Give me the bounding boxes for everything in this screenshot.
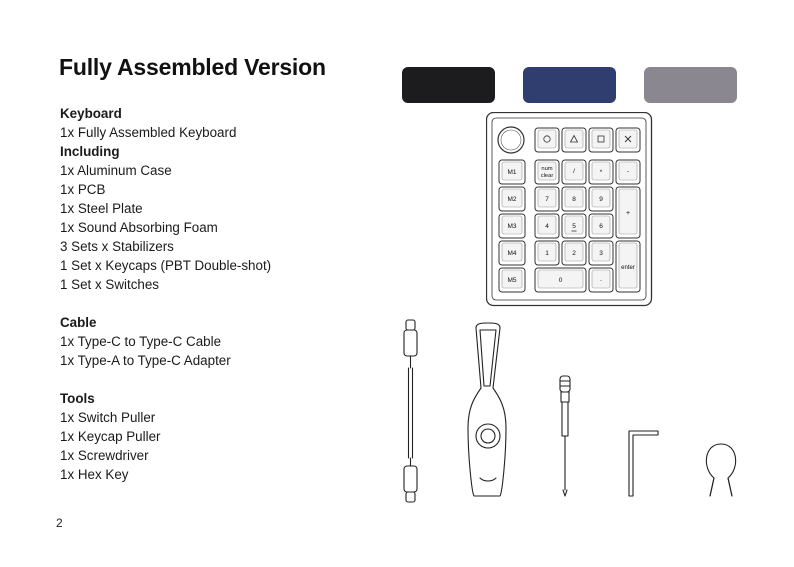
key-numlock [535,160,559,184]
key-label: 0 [558,277,563,284]
list-item: 1x Fully Assembled Keyboard [60,125,237,140]
switch-puller-icon [468,323,506,496]
key-label: 6 [599,223,603,230]
key-label: 5 [572,223,576,230]
key-9 [589,187,613,211]
key-2 [562,241,586,265]
key-m2 [499,187,525,211]
key-7 [535,187,559,211]
key-8 [562,187,586,211]
key-label: enter [621,265,635,271]
key-4 [535,214,559,238]
including-heading: Including [60,144,120,159]
key-minus [616,160,640,184]
accessories-illustration [396,318,756,504]
list-item: 1x Sound Absorbing Foam [60,220,218,235]
key-label: 7 [545,196,549,203]
key-label: num [541,166,553,172]
key-enter [616,241,640,292]
key-label: * [599,169,603,176]
knob [498,127,524,153]
key-circle [535,128,559,152]
key-3 [589,241,613,265]
package-contents-list [60,104,360,484]
key-label: M2 [507,196,517,203]
key-6 [589,214,613,238]
key-asterisk [589,160,613,184]
color-swatch-black [402,67,495,103]
list-item: 1x PCB [60,182,106,197]
key-label: M4 [507,250,517,257]
key-label: 4 [545,223,549,230]
list-item: 1 Set x Switches [60,277,159,292]
key-slash [562,160,586,184]
key-0 [535,268,586,292]
key-label: M1 [507,169,517,176]
key-label: 9 [599,196,603,203]
color-swatch-navy [523,67,616,103]
key-label: 2 [572,250,576,257]
key-dot [589,268,613,292]
key-label: M3 [507,223,517,230]
key-label: + [625,210,631,217]
hex-key-icon [629,431,658,496]
page-title: Fully Assembled Version [59,54,326,80]
key-label: 8 [572,196,576,203]
key-label: - [626,168,630,175]
key-label: 3 [599,250,603,257]
list-item: 1x Steel Plate [60,201,143,216]
key-label: . [600,276,602,283]
list-item: 1x Keycap Puller [60,429,161,444]
list-item: 1x Switch Puller [60,410,156,425]
cable-heading: Cable [60,315,97,330]
key-1 [535,241,559,265]
key-label: clear [540,173,554,179]
tools-heading: Tools [60,391,95,406]
list-item: 1x Screwdriver [60,448,149,463]
list-item: 3 Sets x Stabilizers [60,239,174,254]
list-item: 1x Aluminum Case [60,163,172,178]
key-triangle [562,128,586,152]
key-plus [616,187,640,238]
list-item: 1 Set x Keycaps (PBT Double-shot) [60,258,272,273]
key-label: M5 [507,277,517,284]
key-square [589,128,613,152]
key-label: / [573,168,575,175]
key-label: 1 [545,250,549,257]
key-m4 [499,241,525,265]
page-number: 2 [56,516,63,530]
key-5 [562,214,586,238]
key-m3 [499,214,525,238]
key-m5 [499,268,525,292]
key-m1 [499,160,525,184]
usb-c-cable-icon [404,320,417,502]
keycap-puller-icon [706,444,735,496]
list-item: 1x Type-C to Type-C Cable [60,334,222,349]
screwdriver-icon [560,376,570,496]
keypad-illustration [486,112,656,308]
list-item: 1x Type-A to Type-C Adapter [60,353,231,368]
key-cross [616,128,640,152]
keyboard-heading: Keyboard [60,106,122,121]
list-item: 1x Hex Key [60,467,129,482]
color-swatch-gray [644,67,737,103]
